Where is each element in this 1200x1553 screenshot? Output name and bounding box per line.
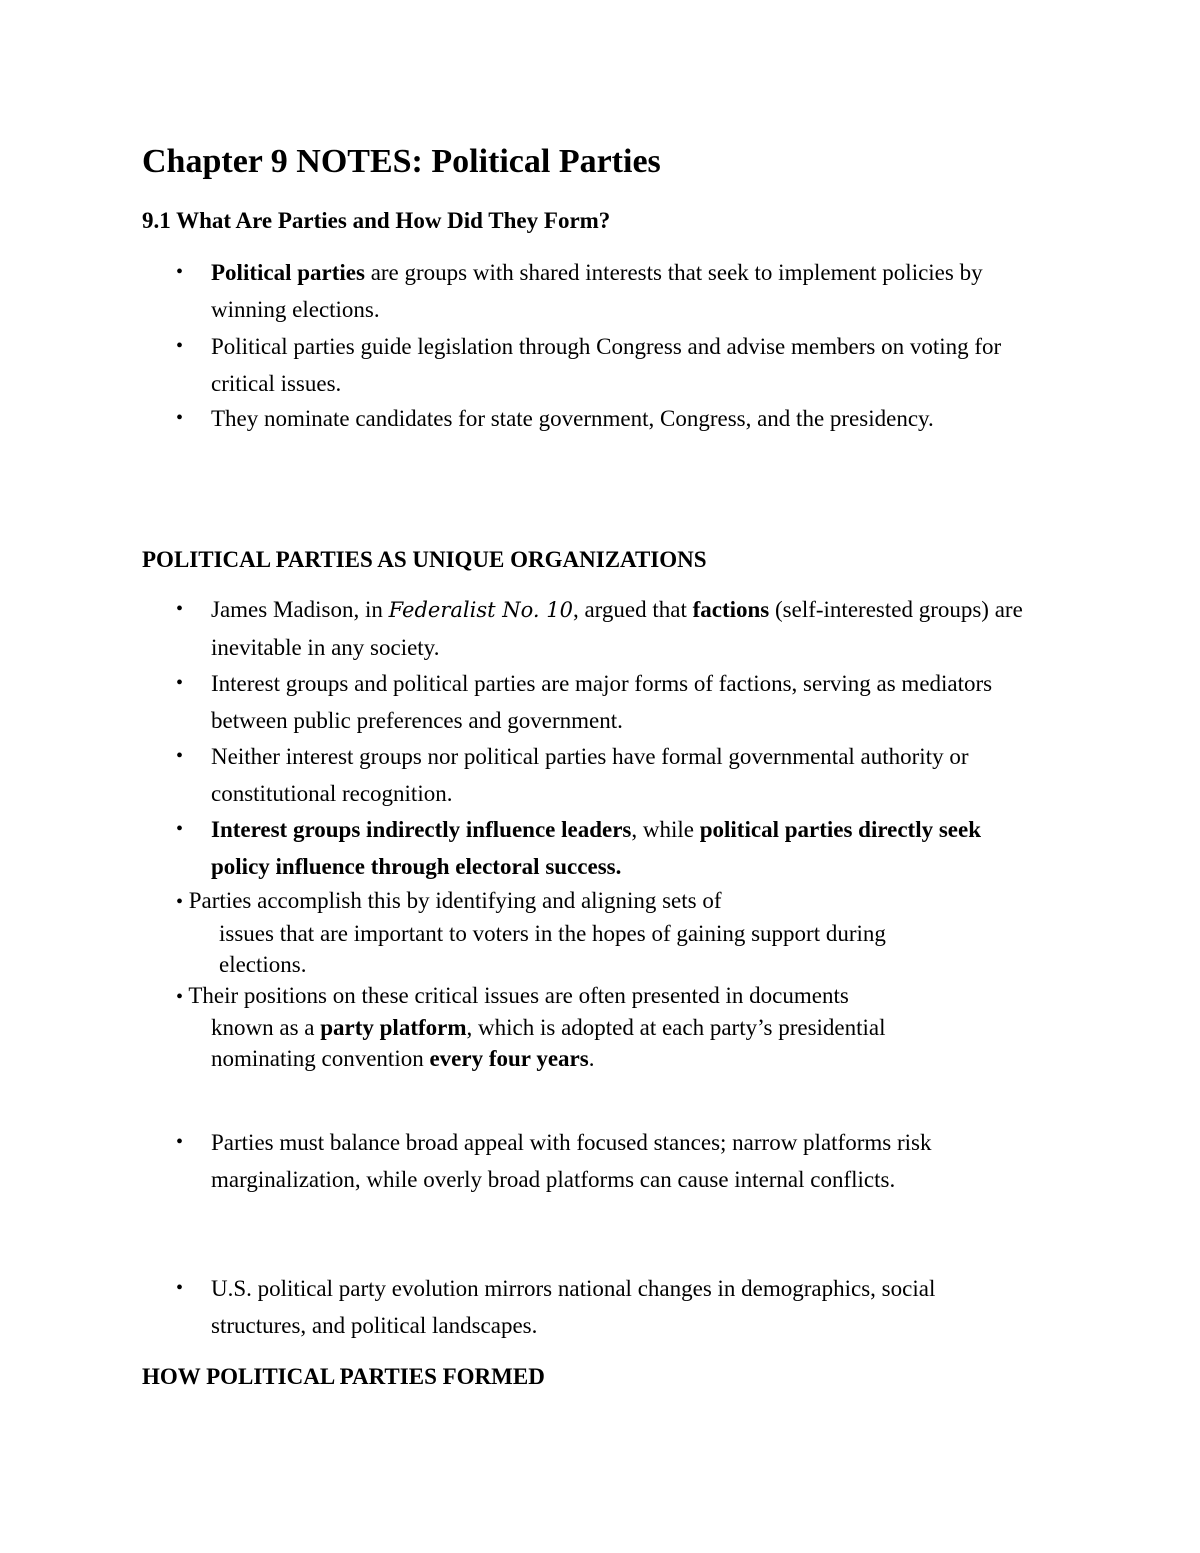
list-item-line xyxy=(176,980,849,1013)
bullet-icon: • xyxy=(176,407,184,429)
list-item-body: , which is adopted at each party’s presidential xyxy=(466,1015,886,1040)
section-heading-unique-organizations: POLITICAL PARTIES AS UNIQUE ORGANIZATIONS xyxy=(142,547,707,572)
section-heading-9-1: 9.1 What Are Parties and How Did They Form? xyxy=(142,208,611,233)
bullet-icon: • xyxy=(176,672,184,694)
bold-term: Political parties xyxy=(211,260,365,285)
list-item-line xyxy=(176,885,722,918)
list-item-body: nominating convention xyxy=(211,1046,430,1071)
page-title: Chapter 9 NOTES: Political Parties xyxy=(142,143,661,180)
list-item-text: U.S. political party evolution mirrors national changes in demographics, social structures, and political landscapes. xyxy=(211,1276,936,1338)
bullet-icon: • xyxy=(176,1277,184,1299)
list-item-body: known as a xyxy=(211,1015,321,1040)
list-item-body: (self-interested groups) are inevitable in any society. xyxy=(211,597,1023,660)
list-item-text: Parties must balance broad appeal with focused stances; narrow platforms risk marginalization, while overly broad platforms can cause internal conflicts. xyxy=(211,1130,932,1192)
list-item-text xyxy=(211,811,1011,885)
list-item-text: Interest groups and political parties are major forms of factions, serving as mediators between public preferences and government. xyxy=(211,671,993,733)
bullet-icon: • xyxy=(176,818,184,840)
list-item-text xyxy=(211,591,1056,666)
list-item-text xyxy=(211,254,1056,328)
list-item-text: Neither interest groups nor political parties have formal governmental authority or constitutional recognition. xyxy=(211,744,969,806)
list-item xyxy=(176,665,1056,739)
bold-term: Interest groups indirectly influence leaders xyxy=(211,817,632,842)
list-item-body: James Madison, in xyxy=(211,597,389,622)
list-item xyxy=(176,811,1056,885)
list-item xyxy=(176,328,1056,402)
list-item-line xyxy=(211,1043,594,1074)
bullet-icon: • xyxy=(176,598,184,620)
list-item xyxy=(176,1124,1056,1198)
list-item-body: are groups with shared interests that seek to implement policies by winning elections. xyxy=(211,260,983,322)
list-item-body: . xyxy=(588,1046,595,1071)
bullet-icon: • xyxy=(176,986,184,1008)
list-item-body: Parties accomplish this by identifying and aligning sets of xyxy=(188,888,722,913)
bold-term: political parties directly seek policy influence through electoral success. xyxy=(211,817,982,879)
bold-term: factions xyxy=(692,597,770,622)
list-item-text: They nominate candidates for state government, Congress, and the presidency. xyxy=(211,406,934,431)
bold-term: party platform xyxy=(320,1015,467,1040)
bullet-icon: • xyxy=(176,891,184,913)
list-item-body: Their positions on these critical issues are often presented in documents xyxy=(188,983,849,1008)
list-item xyxy=(176,591,1056,666)
list-item xyxy=(176,1270,1056,1344)
bullet-icon: • xyxy=(176,745,184,767)
bullet-icon: • xyxy=(176,261,184,283)
list-item-body: , while xyxy=(631,817,700,842)
list-item-text: Political parties guide legislation through Congress and advise members on voting for critical issues. xyxy=(211,334,1002,396)
list-item-line: issues that are important to voters in the hopes of gaining support during xyxy=(219,921,886,946)
bold-term: every four years xyxy=(429,1046,589,1071)
bullet-icon: • xyxy=(176,335,184,357)
section-heading-how-parties-formed: HOW POLITICAL PARTIES FORMED xyxy=(142,1364,545,1389)
list-item-body: , argued that xyxy=(572,597,693,622)
list-item-line: elections. xyxy=(219,952,307,977)
bullet-icon: • xyxy=(176,1131,184,1153)
list-item-line xyxy=(211,1012,886,1043)
italic-reference: Federalist No. 10 xyxy=(388,598,573,622)
list-item xyxy=(176,738,1056,812)
list-item xyxy=(176,254,1056,328)
list-item xyxy=(176,400,1056,437)
